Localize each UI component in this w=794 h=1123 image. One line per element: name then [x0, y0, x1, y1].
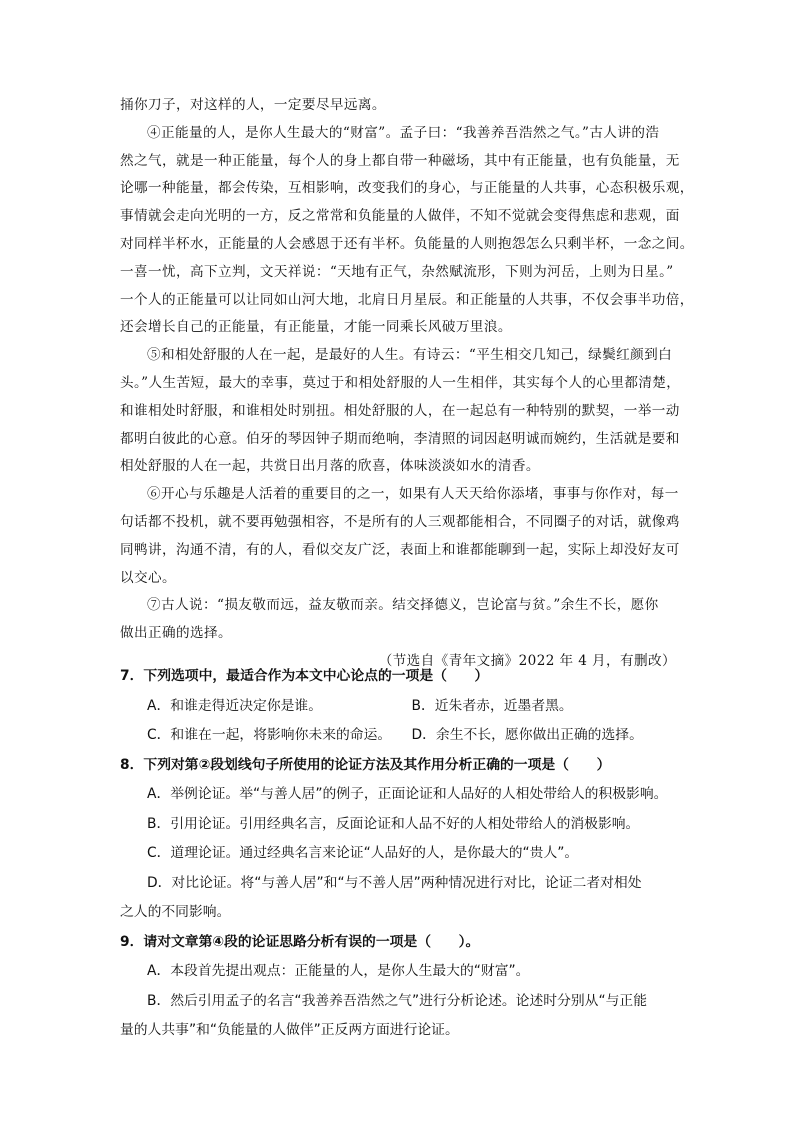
passage-line: 一喜一忧，高下立判，文天祥说：“天地有正气，杂然赋流形，下则为河岳，上则为日星。”: [120, 263, 674, 280]
reading-passage: [120, 92, 694, 676]
option-c[interactable]: C．和谁在一起，将影响你未来的命运。: [147, 727, 392, 743]
option-a[interactable]: A．和谁走得近决定你是谁。: [147, 697, 322, 714]
passage-line: 还会增长自己的正能量，有正能量，才能一同乘长风破万里浪。: [120, 319, 512, 336]
passage-line: 同鸭讲，沟通不清，有的人，看似交友广泛，表面上和谁都能聊到一起，实际上却没好友可: [120, 541, 680, 558]
option-b[interactable]: B．引用论证。引用经典名言，反面论证和人品不好的人相处带给人的消极影响。: [147, 815, 640, 832]
passage-line: 一个人的正能量可以让同如山河大地，北肩日月星辰。和正能量的人共事，不仅会事半功倍，: [120, 291, 694, 308]
passage-line: 论哪一种能量，都会传染，互相影响，改变我们的身心，与正能量的人共事，心态积极乐观，: [120, 180, 694, 197]
passage-line: 捅你刀子，对这样的人，一定要尽早远离。: [120, 97, 386, 113]
passage-line: ⑦古人说：“损友敬而远，益友敬而亲。结交择德义，岂论富与贫。”余生不长，愿你: [147, 597, 659, 614]
passage-line: 对同样半杯水，正能量的人会感恩于还有半杯。负能量的人则抱怨怎么只剩半杯，一念之间。: [120, 235, 694, 252]
passage-line: 句话都不投机，就不要再勉强相容，不是所有的人三观都能相合，不同圈子的对话，就像鸡: [120, 513, 680, 530]
passage-line: 以交心。: [120, 569, 176, 586]
passage-line: 事情就会走向光明的一方，反之常常和负能量的人做伴，不知不觉就会变得焦虑和悲观，面: [120, 208, 680, 225]
question-7-stem: 7．下列选项中，最适合作为本文中心论点的一项是（ ）: [120, 668, 489, 684]
option-c[interactable]: C．道理论证。通过经典名言来论证“人品好的人，是你最大的“贵人”。: [147, 845, 579, 861]
option-b-continued: 量的人共事”和“负能量的人做伴”正反两方面进行论证。: [120, 1022, 459, 1038]
option-d[interactable]: D．余生不长，愿你做出正确的选择。: [411, 727, 643, 743]
source-citation: （节选自《青年文摘》2022 年 4 月，有删改）: [378, 652, 676, 669]
passage-line: ⑤和相处舒服的人在一起，是最好的人生。有诗云：“平生相交几知己，绿鬓红颜到白: [147, 347, 673, 364]
passage-line: 做出正确的选择。: [120, 625, 232, 642]
option-a[interactable]: A．本段首先提出观点：正能量的人，是你人生最大的“财富”。: [147, 963, 530, 979]
option-b[interactable]: B．然后引用孟子的名言“我善养吾浩然之气”进行分析论述。论述时分别从“与正能: [147, 992, 647, 1009]
passage-line: 然之气，就是一种正能量，每个人的身上都自带一种磁场，其中有正能量，也有负能量，无: [120, 152, 680, 169]
question-9-stem: 9．请对文章第④段的论证思路分析有误的一项是（ ）。: [120, 933, 480, 950]
passage-line: 相处舒服的人在一起，共赏日出月落的欣喜，体味淡淡如水的清香。: [120, 458, 540, 475]
passage-line: ⑥开心与乐趣是人活着的重要目的之一，如果有人天天给你添堵，事事与你作对，每一: [147, 486, 679, 503]
question-7-options-row: [120, 692, 676, 722]
question-8-stem: 8．下列对第②段划线句子所使用的论证方法及其作用分析正确的一项是（ ）: [120, 756, 611, 773]
option-b[interactable]: B．近朱者赤，近墨者黑。: [411, 697, 573, 714]
option-d-continued: 之人的不同影响。: [120, 904, 231, 920]
passage-line: 都明白彼此的心意。伯牙的琴因钟子期而绝响，李清照的词因赵明诚而婉约，生活就是要和: [120, 430, 680, 447]
passage-line: ④正能量的人，是你人生最大的“财富”。孟子曰：“我善养吾浩然之气。”古人讲的浩: [147, 124, 660, 141]
question-7-options-row: [120, 721, 676, 751]
passage-line: 头。”人生苦短，最大的幸事，莫过于和相处舒服的人一生相伴，其实每个人的心里都清楚，: [120, 374, 681, 391]
passage-line: 和谁相处时舒服，和谁相处时别扭。相处舒服的人，在一起总有一种特别的默契，一举一动: [120, 402, 680, 419]
question-section: [120, 662, 676, 1046]
option-d[interactable]: D．对比论证。将“与善人居”和“与不善人居”两种情况进行对比，论证二者对相处: [147, 874, 642, 891]
option-a[interactable]: A．举例论证。举“与善人居”的例子，正面论证和人品好的人相处带给人的积极影响。: [147, 786, 668, 802]
